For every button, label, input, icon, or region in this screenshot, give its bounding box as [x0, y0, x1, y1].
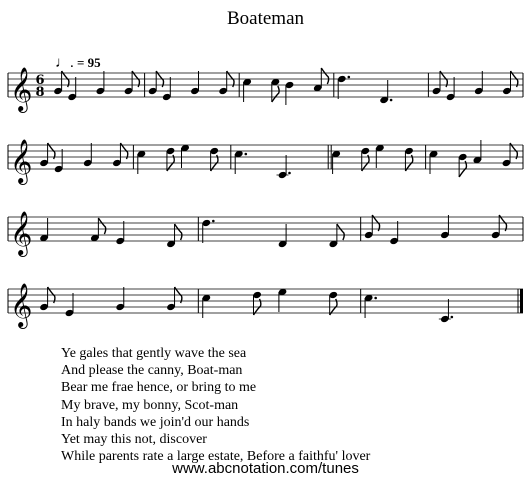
- dotted-quarter-note-icon: ♩.: [55, 55, 74, 71]
- tune-title: Boateman: [226, 8, 305, 29]
- lyrics-block: [61, 345, 370, 465]
- note-dot: [348, 76, 351, 79]
- note-flag: [321, 68, 328, 84]
- lyric-line: Yet may this not, discover: [61, 432, 207, 448]
- note-dot: [212, 220, 215, 223]
- tempo-bpm: 95: [87, 55, 101, 70]
- lyric-line: My brave, my bonny, Scot-man: [61, 397, 239, 413]
- treble-clef-icon: 𝄞: [10, 283, 33, 327]
- treble-clef-icon: 𝄞: [10, 67, 33, 111]
- note-dot: [245, 153, 248, 156]
- lyric-line: Bear me frae hence, or bring to me: [61, 380, 257, 396]
- note-dot: [451, 316, 454, 319]
- note-dot: [390, 99, 393, 102]
- time-sig-numerator: 6: [35, 73, 45, 88]
- note-dot: [374, 297, 377, 300]
- footer-link[interactable]: www.abcnotation.com/tunes: [172, 460, 359, 477]
- note-flag: [337, 224, 344, 240]
- note-dot: [288, 172, 291, 175]
- time-sig-denominator: 8: [35, 85, 45, 100]
- tempo-equals: =: [77, 55, 85, 70]
- note-flag: [272, 86, 279, 102]
- treble-clef-icon: 𝄞: [10, 139, 33, 183]
- note-flag: [98, 218, 105, 234]
- note-flag: [175, 224, 182, 240]
- lyric-line: While parents rate a large estate, Before a faithfu' lover: [61, 449, 371, 465]
- lyric-line: Ye gales that gently wave the sea: [61, 346, 247, 361]
- treble-clef-icon: 𝄞: [10, 211, 33, 255]
- lyric-line: And please the canny, Boat-man: [61, 363, 243, 379]
- lyric-line: In haly bands we join'd our hands: [61, 414, 250, 430]
